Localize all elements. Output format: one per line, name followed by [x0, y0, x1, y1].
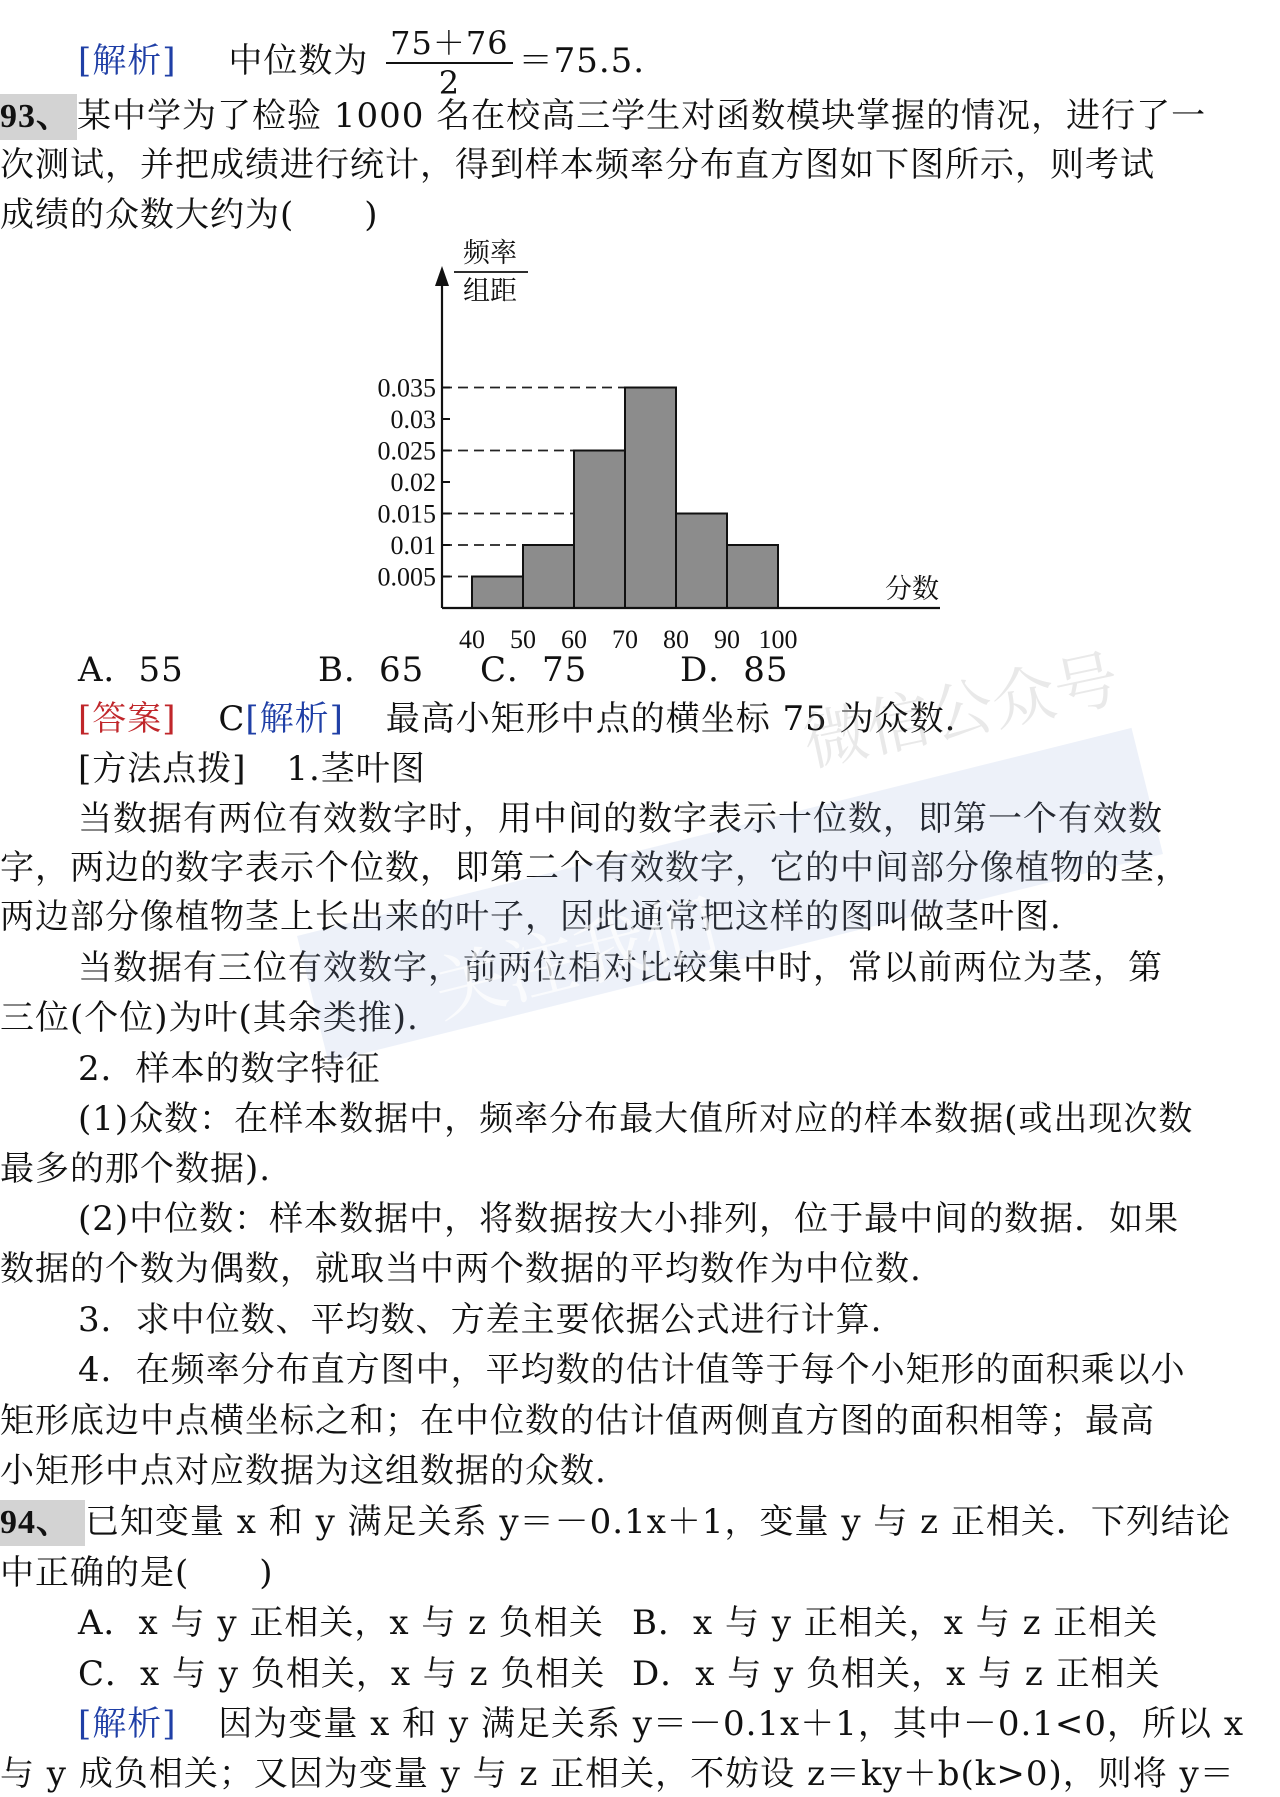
- y-axis-arrow: [435, 266, 449, 286]
- q93-line-1: [0, 93, 1206, 140]
- q93-option-b: B．65: [318, 650, 425, 690]
- x-axis-label: 分数: [885, 574, 939, 605]
- method-line: 矩形底边中点横坐标之和；在中位数的估计值两侧直方图的面积相等；最高: [0, 1401, 1155, 1441]
- q94-solution-line-2: 与 y 成负相关；又因为变量 y 与 z 正相关，不妨设 z＝ky＋b(k>0)，则将 y＝: [0, 1754, 1235, 1794]
- method-line: 3．求中位数、平均数、方差主要依据公式进行计算.: [78, 1300, 883, 1340]
- histogram-bar: [523, 545, 574, 608]
- q94-option-a: A．x 与 y 正相关，x 与 z 负相关: [78, 1603, 604, 1643]
- top-solution: [78, 24, 645, 102]
- watermark-banner-text: 关注我们: [425, 882, 726, 1034]
- q94-solution-line-1: [78, 1701, 1244, 1747]
- q93-line-2: 次测试，并把成绩进行统计，得到样本频率分布直方图如下图所示，则考试: [0, 145, 1155, 185]
- q93-option-a: A．55: [78, 650, 184, 690]
- question-number: 94、: [0, 1500, 85, 1546]
- method-line: 小矩形中点对应数据为这组数据的众数.: [0, 1451, 607, 1491]
- x-tick-label: 70: [612, 625, 638, 654]
- solution-tag: [解析]: [78, 41, 177, 81]
- y-tick-label: 0.035: [377, 373, 436, 403]
- q93-answer-line: [78, 696, 956, 742]
- x-tick-label: 100: [758, 625, 798, 654]
- histogram-bar: [727, 545, 778, 608]
- solution-text: 因为变量 x 和 y 满足关系 y＝－0.1x＋1，其中－0.1<0，所以 x: [218, 1704, 1245, 1744]
- question-text: 已知变量 x 和 y 满足关系 y＝－0.1x＋1，变量 y 与 z 正相关．下列结论: [85, 1502, 1231, 1542]
- frequency-histogram: [377, 232, 960, 654]
- fraction-numerator: 75＋76: [386, 24, 512, 64]
- watermark-text: 微信公众号: [797, 642, 1126, 782]
- method-line: 数据的个数为偶数，就取当中两个数据的平均数作为中位数.: [0, 1249, 922, 1289]
- solution-text: 最高小矩形中点的横坐标 75 为众数.: [385, 699, 957, 739]
- y-tick-label: 0.01: [390, 531, 436, 560]
- method-line: 当数据有两位有效数字时，用中间的数字表示十位数，即第一个有效数: [78, 799, 1163, 839]
- q94-line-2: 中正确的是( ): [0, 1553, 274, 1593]
- method-line: (1)众数：在样本数据中，频率分布最大值所对应的样本数据(或出现次数: [78, 1099, 1194, 1139]
- solution-tag: [解析]: [78, 1704, 177, 1744]
- method-line: 当数据有三位有效数字，前两位相对比较集中时，常以前两位为茎，第: [78, 948, 1163, 988]
- method-tag: [方法点拨]: [78, 749, 247, 789]
- q93-option-d: D．85: [680, 650, 789, 690]
- x-tick-label: 50: [510, 625, 536, 654]
- question-text: 某中学为了检验 1000 名在校高三学生对函数模块掌握的情况，进行了一: [77, 96, 1207, 136]
- x-tick-label: 80: [663, 625, 689, 654]
- y-axis-label-bottom: 组距: [463, 276, 517, 307]
- solution-tag: [解析]: [245, 699, 344, 739]
- histogram-bar: [574, 451, 625, 609]
- solution-result: ＝75.5.: [518, 41, 646, 81]
- y-tick-label: 0.025: [377, 436, 436, 466]
- x-tick-label: 40: [459, 625, 485, 654]
- method-line: (2)中位数：样本数据中，将数据按大小排列，位于最中间的数据．如果: [78, 1199, 1180, 1239]
- method-line: 4．在频率分布直方图中，平均数的估计值等于每个小矩形的面积乘以小: [78, 1350, 1186, 1390]
- histogram-bar: [676, 514, 727, 609]
- answer-tag: [答案]: [78, 699, 177, 739]
- q94-option-b: B．x 与 y 正相关，x 与 z 正相关: [632, 1603, 1159, 1643]
- method-line: 三位(个位)为叶(其余类推).: [0, 998, 419, 1038]
- y-tick-label: 0.02: [390, 468, 436, 497]
- q94-line-1: [0, 1499, 1231, 1546]
- histogram-bars: [472, 388, 778, 609]
- method-line: 最多的那个数据).: [0, 1149, 272, 1189]
- solution-text: 中位数为: [228, 41, 369, 81]
- y-tick-label: 0.005: [377, 562, 436, 592]
- y-axis-label-top: 频率: [463, 238, 517, 269]
- y-tick-label: 0.015: [377, 499, 436, 529]
- method-heading: [78, 746, 426, 792]
- x-tick-label: 90: [714, 625, 740, 654]
- q93-line-3: 成绩的众数大约为( ): [0, 195, 379, 235]
- histogram-bar: [472, 577, 523, 609]
- q94-option-d: D．x 与 y 负相关，x 与 z 正相关: [632, 1654, 1161, 1694]
- y-tick-label: 0.03: [390, 405, 436, 434]
- method-line: 两边部分像植物茎上长出来的叶子，因此通常把这样的图叫做茎叶图.: [0, 897, 1062, 937]
- method-line: 字，两边的数字表示个位数，即第二个有效数字，它的中间部分像植物的茎，: [0, 848, 1190, 888]
- method-line: 2．样本的数字特征: [78, 1049, 381, 1089]
- method-title: 1.茎叶图: [286, 749, 426, 789]
- median-fraction: [386, 24, 512, 102]
- q94-option-c: C．x 与 y 负相关，x 与 z 负相关: [78, 1654, 606, 1694]
- question-number: 93、: [0, 94, 77, 140]
- answer-value: C: [218, 699, 246, 739]
- fraction-denominator: 2: [438, 64, 461, 102]
- histogram-bar: [625, 388, 676, 609]
- q93-option-c: C．75: [480, 650, 588, 690]
- x-tick-label: 60: [561, 625, 587, 654]
